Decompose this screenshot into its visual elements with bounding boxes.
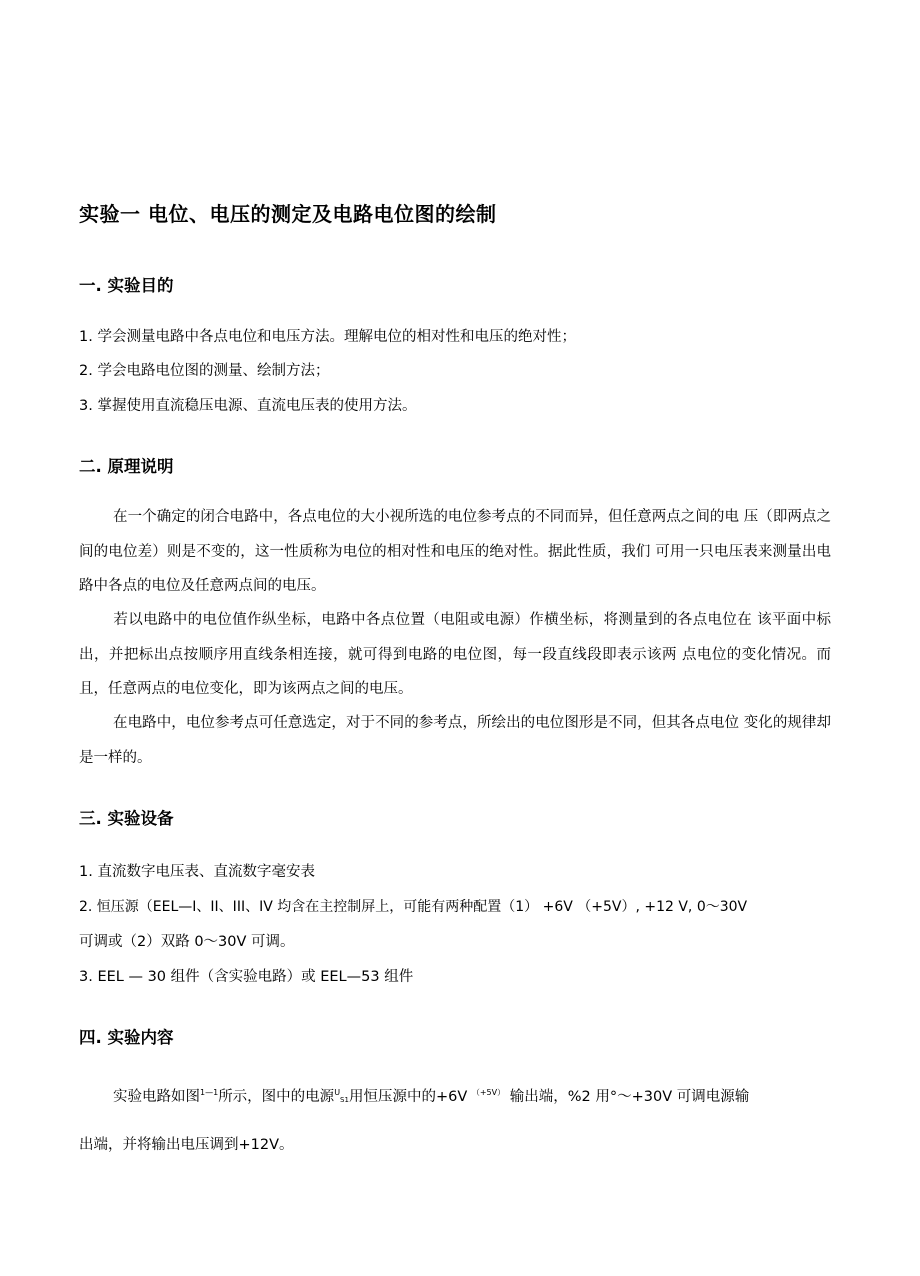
content-text: 实验电路如图 xyxy=(113,1089,200,1105)
equipment-item: 1. 直流数字电压表、直流数字毫安表 xyxy=(79,864,315,880)
voltage-note: （+5V） xyxy=(471,1088,506,1097)
principle-paragraph-text: 在电路中，电位参考点可任意选定，对于不同的参考点，所绘出的电位图形是不同，但其各点电位 变化的规律却是一样的。 xyxy=(79,715,831,766)
section-heading-objectives: 一. 实验目的 xyxy=(79,276,174,295)
principle-paragraph-text: 若以电路中的电位值作纵坐标，电路中各点位置（电阻或电源）作横坐标，将测量到的各点电位在 该平面中标出，并把标出点按顺序用直线条相连接，就可得到电路的电位图，每一段直线段即表示该两 点电位的变化情况。而且，任意两点的电位变化，即为该两点之间的电压。 xyxy=(79,612,831,697)
content-paragraph-line: 出端，并将输出电压调到+12V。 xyxy=(79,1137,294,1153)
principle-paragraph xyxy=(79,706,831,775)
content-text: 输出端，%2 用°～+30V 可调电源输 xyxy=(509,1089,750,1105)
principle-paragraph xyxy=(79,603,831,707)
source-symbol: U xyxy=(334,1088,341,1097)
equipment-item: 2. 恒压源（EEL—I、II、III、IV 均含在主控制屏上，可能有两种配置（1） +6V （+5V）, +12 V, 0～30V xyxy=(79,899,748,915)
objective-item: 1. 学会测量电路中各点电位和电压方法。理解电位的相对性和电压的绝对性； xyxy=(79,329,576,345)
section-heading-content: 四. 实验内容 xyxy=(79,1028,174,1047)
equipment-item-continued: 可调或（2）双路 0～30V 可调。 xyxy=(79,934,295,950)
source-subscript: S1 xyxy=(340,1096,349,1104)
section-heading-principle: 二. 原理说明 xyxy=(79,457,174,476)
content-paragraph-line xyxy=(113,1083,749,1110)
objective-item: 3. 掌握使用直流稳压电源、直流电压表的使用方法。 xyxy=(79,398,417,414)
document-title: 实验一 电位、电压的测定及电路电位图的绘制 xyxy=(79,202,497,226)
principle-paragraph xyxy=(79,500,831,604)
content-text: 所示，图中的电源 xyxy=(218,1089,335,1105)
section-heading-equipment: 三. 实验设备 xyxy=(79,809,174,828)
content-text: 用恒压源中的+6V xyxy=(348,1089,468,1105)
objective-item: 2. 学会电路电位图的测量、绘制方法； xyxy=(79,363,330,379)
equipment-item: 3. EEL — 30 组件（含实验电路）或 EEL—53 组件 xyxy=(79,969,414,985)
principle-paragraph-text: 在一个确定的闭合电路中，各点电位的大小视所选的电位参考点的不同而异，但任意两点之间的电 压（即两点之间的电位差）则是不变的，这一性质称为电位的相对性和电压的绝对性。据此性质，我们 可用一只电压表来测量出电路中各点的电位及任意两点间的电压。 xyxy=(79,509,831,594)
figure-reference: 1—1 xyxy=(200,1088,219,1097)
